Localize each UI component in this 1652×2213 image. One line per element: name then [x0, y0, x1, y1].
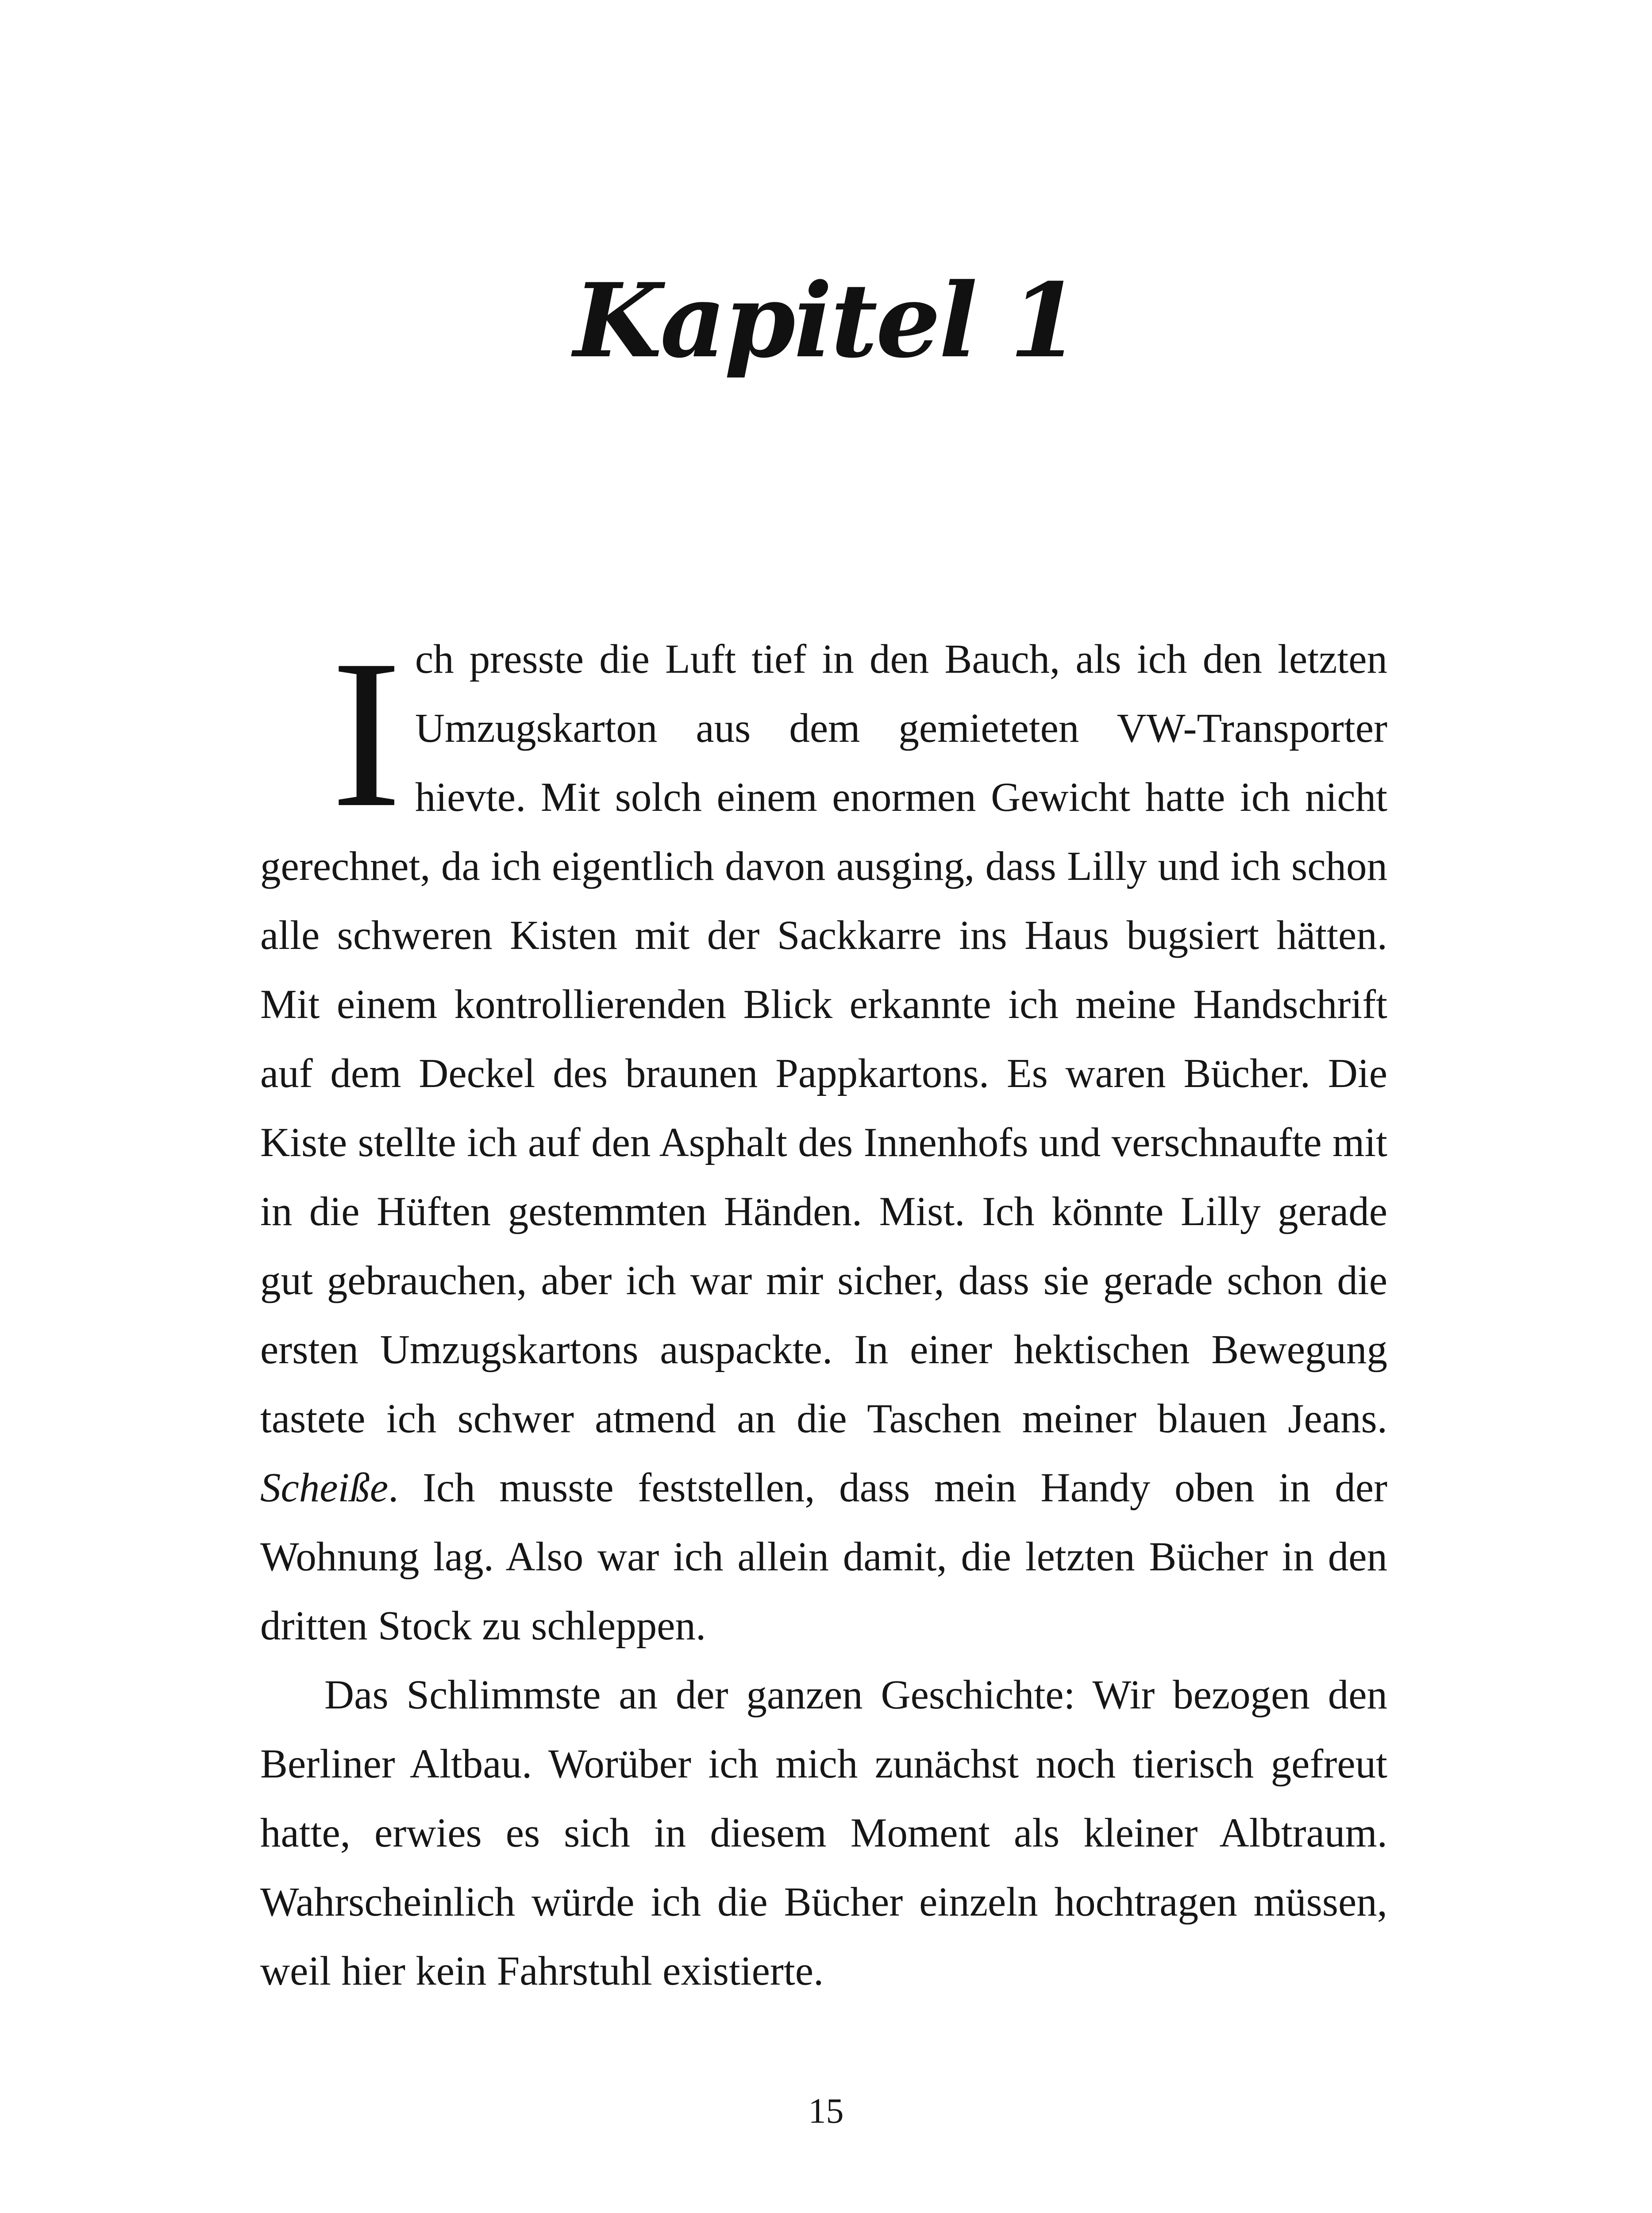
paragraph-1-emphasis: Scheiße: [260, 1465, 389, 1511]
chapter-title: Kapitel 1: [573, 261, 1079, 381]
paragraph-1: [260, 616, 1387, 1661]
paragraph-1-text-a: ch presste die Luft tief in den Bauch, als ich den letzten Umzugskarton aus dem gemieteten VW-Transporter hievte. Mit solch einem enormen Gewicht hatte ich nicht gerechnet, da ich eigentlich davon ausging, dass Lilly und ich schon alle schweren Kisten mit der Sackkarre ins Haus bugsiert hätten. Mit einem kontrollierenden Blick erkannte ich meine Handschrift auf dem Deckel des braunen Pappkartons. Es waren Bücher. Die Kiste stellte ich auf den Asphalt des Innenhofs und verschnaufte mit in die Hüften gestemmten Händen. Mist. Ich könnte Lilly gerade gut gebrauchen, aber ich war mir sicher, dass sie gerade schon die ersten Umzugskartons auspackte. In einer hektischen Bewegung tastete ich schwer atmend an die Taschen meiner blauen Jeans.: [260, 636, 1387, 1442]
body-text: [260, 616, 1387, 2006]
drop-cap: I: [331, 616, 402, 851]
paragraph-2: Das Schlimmste an der ganzen Geschichte: Wir bezogen den Berliner Altbau. Worüber ich mich zunächst noch tierisch gefreut hatte, erwies es sich in diesem Moment als kleiner Albtraum. Wahrscheinlich würde ich die Bücher einzeln hochtragen müssen, weil hier kein Fahrstuhl existierte.: [260, 1672, 1387, 1994]
paragraph-1-text-b: . Ich musste feststellen, dass mein Handy oben in der Wohnung lag. Also war ich allein damit, die letzten Bücher in den dritten Stock zu schleppen.: [260, 1465, 1387, 1649]
page-number: 15: [808, 2092, 844, 2131]
